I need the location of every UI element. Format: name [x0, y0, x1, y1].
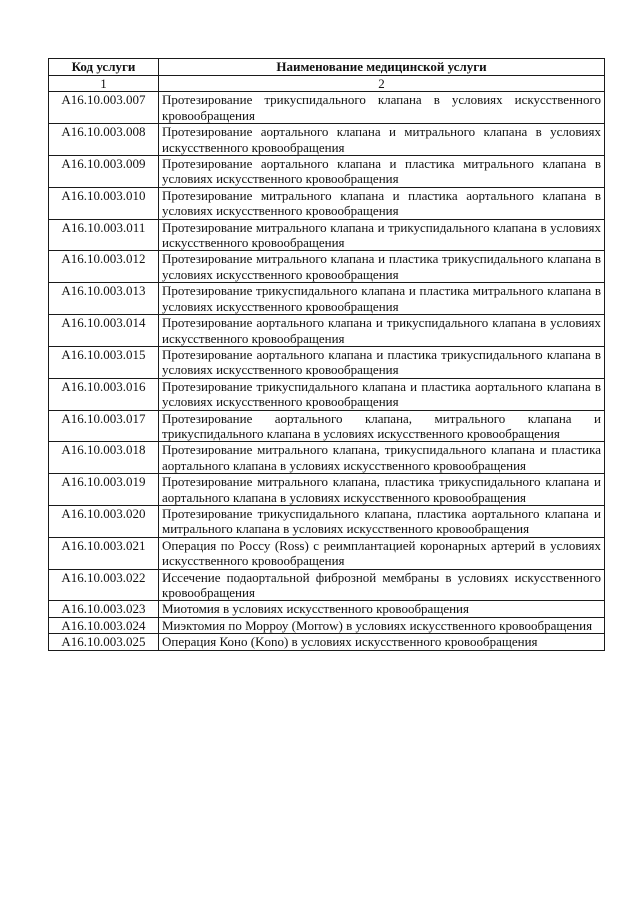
service-code: A16.10.003.021 [49, 537, 159, 569]
service-code: A16.10.003.014 [49, 315, 159, 347]
service-name: Протезирование трикуспидального клапана и пластика митрального клапана в условиях искусственного кровообращения [159, 283, 605, 315]
service-name: Операция Коно (Kono) в условиях искусственного кровообращения [159, 634, 605, 650]
table-row [49, 569, 605, 601]
service-name: Протезирование митрального клапана и пластика трикуспидального клапана в условиях искусственного кровообращения [159, 251, 605, 283]
service-code: A16.10.003.007 [49, 92, 159, 124]
column-number-row [49, 76, 605, 92]
header-row [49, 59, 605, 76]
table-body [49, 92, 605, 650]
table-row [49, 346, 605, 378]
table-row [49, 537, 605, 569]
header-name: Наименование медицинской услуги [159, 59, 605, 76]
table-row [49, 617, 605, 633]
document-page [48, 58, 604, 651]
table-row [49, 124, 605, 156]
service-code: A16.10.003.011 [49, 219, 159, 251]
service-name: Протезирование митрального клапана и пластика аортального клапана в условиях искусственного кровообращения [159, 187, 605, 219]
table-row [49, 634, 605, 650]
service-code: A16.10.003.013 [49, 283, 159, 315]
table-row [49, 187, 605, 219]
service-code: A16.10.003.015 [49, 346, 159, 378]
table-row [49, 315, 605, 347]
table-row [49, 378, 605, 410]
service-name: Протезирование митрального клапана, трикуспидального клапана и пластика аортального клапана в условиях искусственного кровообращения [159, 442, 605, 474]
service-code: A16.10.003.009 [49, 156, 159, 188]
service-name: Протезирование аортального клапана и митрального клапана в условиях искусственного кровообращения [159, 124, 605, 156]
service-name: Протезирование трикуспидального клапана в условиях искусственного кровообращения [159, 92, 605, 124]
service-name: Миотомия в условиях искусственного кровообращения [159, 601, 605, 617]
service-code: A16.10.003.018 [49, 442, 159, 474]
service-name: Протезирование митрального клапана, пластика трикуспидального клапана и аортального клапана в условиях искусственного кровообращения [159, 474, 605, 506]
service-code: A16.10.003.025 [49, 634, 159, 650]
service-code: A16.10.003.019 [49, 474, 159, 506]
table-row [49, 474, 605, 506]
table-row [49, 442, 605, 474]
header-code: Код услуги [49, 59, 159, 76]
table-row [49, 219, 605, 251]
service-name: Протезирование аортального клапана и трикуспидального клапана в условиях искусственного кровообращения [159, 315, 605, 347]
service-code: A16.10.003.010 [49, 187, 159, 219]
service-name: Операция по Россу (Ross) с реимплантацией коронарных артерий в условиях искусственного кровообращения [159, 537, 605, 569]
table-row [49, 601, 605, 617]
service-code: A16.10.003.024 [49, 617, 159, 633]
service-code: A16.10.003.020 [49, 505, 159, 537]
table-header [49, 59, 605, 92]
service-code: A16.10.003.022 [49, 569, 159, 601]
service-code: A16.10.003.017 [49, 410, 159, 442]
service-code: A16.10.003.008 [49, 124, 159, 156]
service-name: Протезирование трикуспидального клапана и пластика аортального клапана в условиях искусственного кровообращения [159, 378, 605, 410]
table-row [49, 251, 605, 283]
service-name: Протезирование аортального клапана и пластика митрального клапана в условиях искусственного кровообращения [159, 156, 605, 188]
service-name: Протезирование трикуспидального клапана, пластика аортального клапана и митрального клапана в условиях искусственного кровообращения [159, 505, 605, 537]
service-code: A16.10.003.016 [49, 378, 159, 410]
medical-services-table [48, 58, 605, 651]
table-row [49, 283, 605, 315]
service-name: Протезирование аортального клапана и пластика трикуспидального клапана в условиях искусственного кровообращения [159, 346, 605, 378]
service-name: Иссечение подаортальной фиброзной мембраны в условиях искусственного кровообращения [159, 569, 605, 601]
service-name: Протезирование аортального клапана, митрального клапана и трикуспидального клапана в условиях искусственного кровообращения [159, 410, 605, 442]
table-row [49, 410, 605, 442]
table-row [49, 92, 605, 124]
service-name: Миэктомия по Морроу (Morrow) в условиях искусственного кровообращения [159, 617, 605, 633]
service-name: Протезирование митрального клапана и трикуспидального клапана в условиях искусственного кровообращения [159, 219, 605, 251]
service-code: A16.10.003.023 [49, 601, 159, 617]
column-number-code: 1 [49, 76, 159, 92]
table-row [49, 156, 605, 188]
table-row [49, 505, 605, 537]
service-code: A16.10.003.012 [49, 251, 159, 283]
column-number-name: 2 [159, 76, 605, 92]
